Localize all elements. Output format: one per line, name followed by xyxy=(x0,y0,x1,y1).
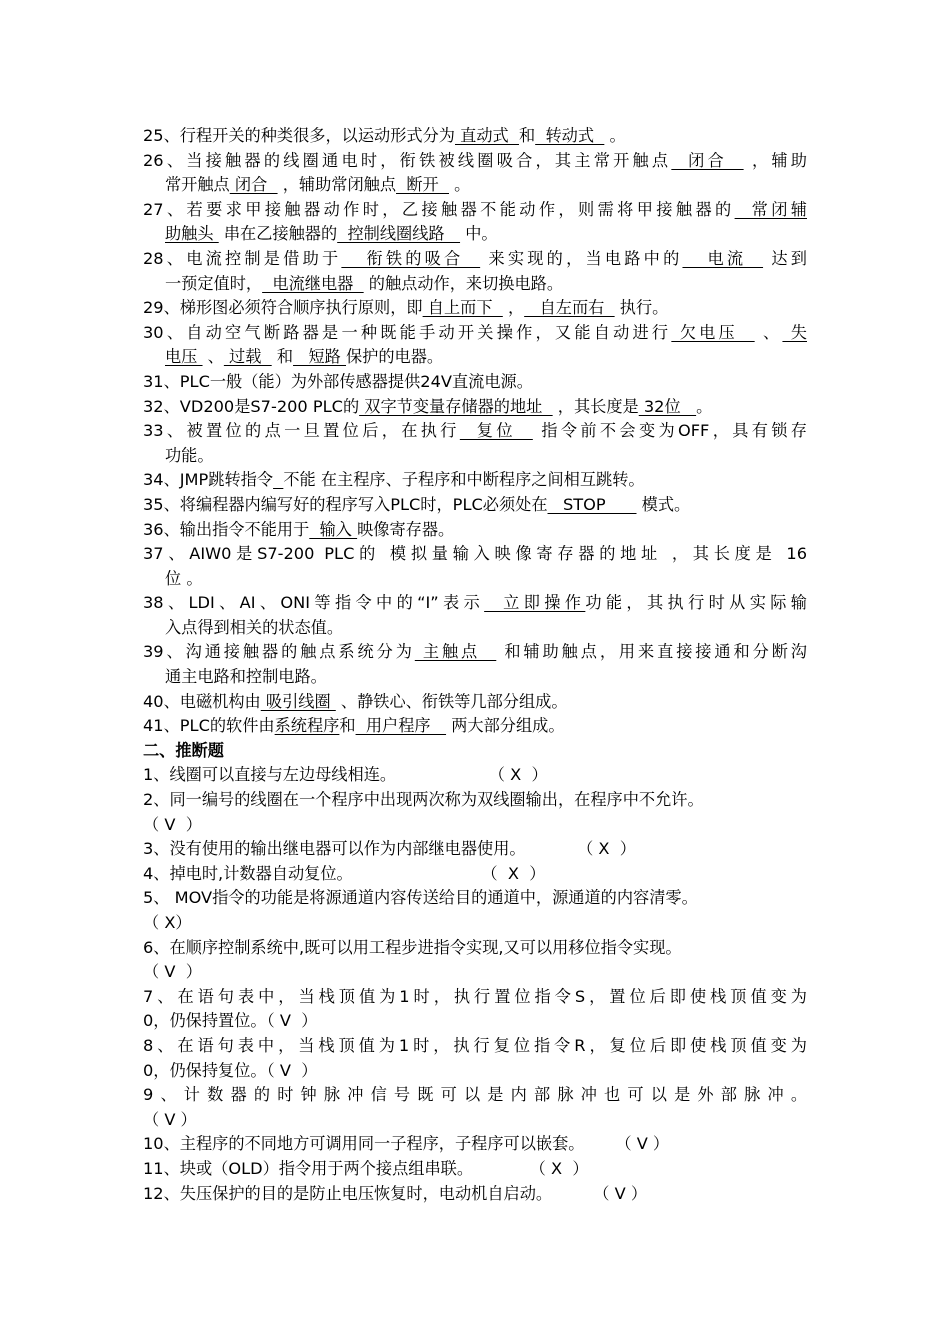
answer-blank: 输入 xyxy=(309,519,358,539)
tf-item-4: 4、掉电时,计数器自动复位。 （ X ） xyxy=(143,863,546,883)
question-25-line-1: 25、行程开关的种类很多，以运动形式分为 直动式 和 转动式 。 xyxy=(143,126,626,145)
answer-blank: 立即操作 xyxy=(484,593,586,613)
question-39-line-1: 39、沟通接触器的触点系统分为 主触点 和辅助触点，用来直接接通和分断沟 xyxy=(143,642,807,662)
question-26-line-2: 常开触点 闭合 ，辅助常闭触点 断开 。 xyxy=(165,175,471,195)
answer-blank: 32位 xyxy=(638,396,697,416)
question-32-line-1: 32、VD200是S7-200 PLC的 双字节变量存储器的地址 ，其长度是 32位 。 xyxy=(143,396,713,416)
tf-answer: （ V ） xyxy=(266,1060,318,1080)
tf-answer: （ X ） xyxy=(488,765,548,785)
answer-blank: 控制线圈线路 xyxy=(337,224,461,244)
question-34-line-1: 34、JMP跳转指令 不能 在主程序、子程序和中断程序之间相互跳转。 xyxy=(143,470,645,490)
tf-item-8-line-1: 8、在语句表中，当栈顶值为1时，执行复位指令R，复位后即使栈顶值变为 xyxy=(143,1035,807,1055)
tf-item-5-line-2 xyxy=(143,911,807,936)
question-33-line-1: 33、被置位的点一旦置位后，在执行 复位 指令前不会变为OFF，具有锁存 xyxy=(143,421,807,441)
answer-blank: 直动式 xyxy=(454,126,519,145)
question-40-line-1: 40、电磁机构由 吸引线圈 、静铁心、衔铁等几部分组成。 xyxy=(143,691,568,711)
question-26-line-1: 26、当接触器的线圈通电时，衔铁被线圈吸合，其主常开触点 闭合 ，辅助 xyxy=(143,150,807,170)
question-37-line-1: 37、AIW0是S7-200 PLC的 模拟量输入映像寄存器的地址 ，其长度是 16 xyxy=(143,544,807,564)
question-33-line-2: 功能。 xyxy=(165,445,214,465)
question-27-line-1: 27、若要求甲接触器动作时，乙接触器不能动作，则需将甲接触器的 常闭辅 xyxy=(143,199,807,219)
answer-blank: 电压 xyxy=(165,347,203,367)
question-35-line-1: 35、将编程器内编写好的程序写入PLC时，PLC必须处在 STOP 模式。 xyxy=(143,494,691,514)
question-38-line-1: 38、LDI、AI、ONI等指令中的“I”表示 立即操作功能，其执行时从实际输 xyxy=(143,593,807,613)
answer-blank: 转动式 xyxy=(535,126,605,145)
answer-blank: 电流 xyxy=(682,248,764,268)
tf-item-8-line-2: 0，仍保持复位。（ V ） xyxy=(143,1060,318,1080)
tf-item-2-line-1: 2、同一编号的线圈在一个程序中出现两次称为双线圈输出，在程序中不允许。 xyxy=(143,790,704,810)
question-39-line-2: 通主电路和控制电路。 xyxy=(165,667,327,687)
answer-blank: 双字节变量存储器的地址 xyxy=(359,396,553,416)
question-28-line-2: 一预定值时， 电流继电器 的触点动作，来切换电路。 xyxy=(165,273,564,293)
answer-blank: 用户程序 xyxy=(355,716,447,736)
tf-item-3: 3、没有使用的输出继电器可以作为内部继电器使用。 （ X ） xyxy=(143,839,636,859)
answer-blank: 系统程序 xyxy=(274,716,340,736)
answer-blank: 断开 xyxy=(396,175,449,195)
question-29-line-1: 29、梯形图必须符合顺序执行原则，即 自上而下 ， 自左而右 执行。 xyxy=(143,298,669,318)
tf-answer: （ V ） xyxy=(143,1109,197,1129)
tf-item-2-line-2 xyxy=(143,813,807,838)
tf-answer: （ X ） xyxy=(577,839,636,859)
question-36-line-1: 36、输出指令不能用于 输入 映像寄存器。 xyxy=(143,519,455,539)
answer-blank: 闭合 xyxy=(671,150,744,170)
tf-answer: （ V ） xyxy=(143,962,202,982)
section-heading: 二、推断题 xyxy=(143,740,224,760)
tf-item-1: 1、线圈可以直接与左边母线相连。 （ X ） xyxy=(143,765,548,785)
answer-blank: 自上而下 xyxy=(422,298,503,318)
tf-answer: （ V ） xyxy=(615,1134,670,1154)
answer-blank: 常闭辅 xyxy=(734,199,807,219)
tf-item-9-line-1: 9、计数器的时钟脉冲信号既可以是内部脉冲也可以是外部脉冲。 xyxy=(143,1085,807,1105)
tf-answer: （ V ） xyxy=(143,814,202,834)
answer-blank: 失 xyxy=(782,322,807,342)
answer-blank: 吸引线圈 xyxy=(260,691,336,711)
answer-blank: 闭合 xyxy=(229,175,278,195)
tf-item-5-line-1: 5、 MOV指令的功能是将源通道内容传送给目的通道中，源通道的内容清零。 xyxy=(143,888,698,908)
question-30-line-1: 30、自动空气断路器是一种既能手动开关操作，又能自动进行 欠电压 、 失 xyxy=(143,322,807,342)
tf-item-10: 10、主程序的不同地方可调用同一子程序，子程序可以嵌套。 （ V ） xyxy=(143,1134,670,1154)
tf-answer: （ V ） xyxy=(266,1011,318,1031)
tf-answer: （ X ） xyxy=(481,863,546,883)
answer-blank xyxy=(273,470,283,489)
tf-answer: （ V ） xyxy=(593,1183,648,1203)
question-27-line-2: 助触头 串在乙接触器的 控制线圈线路 中。 xyxy=(165,224,498,244)
answer-blank: 过载 xyxy=(223,347,272,367)
tf-item-11: 11、块或（OLD）指令用于两个接点组串联。 （ X ） xyxy=(143,1158,589,1178)
question-31-line-1: 31、PLC一般（能）为外部传感器提供24V直流电源。 xyxy=(143,371,533,391)
tf-item-9-line-2 xyxy=(143,1108,807,1133)
answer-blank: 衔铁的吸合 xyxy=(341,248,481,268)
question-30-line-2: 电压 、 过载 和 短路 保护的电器。 xyxy=(165,347,444,367)
tf-item-12: 12、失压保护的目的是防止电压恢复时，电动机自启动。 （ V ） xyxy=(143,1183,648,1203)
tf-item-6-line-1: 6、在顺序控制系统中,既可以用工程步进指令实现,又可以用移位指令实现。 xyxy=(143,937,682,957)
question-37-line-2: 位 。 xyxy=(165,568,203,588)
tf-item-7-line-2: 0，仍保持置位。（ V ） xyxy=(143,1011,318,1031)
question-list xyxy=(143,124,807,1206)
answer-blank: 助触头 xyxy=(165,224,219,244)
question-41-line-1: 41、PLC的软件由系统程序和 用户程序 两大部分组成。 xyxy=(143,716,565,736)
tf-answer: （ X） xyxy=(143,913,192,932)
answer-blank: 欠电压 xyxy=(671,322,755,342)
question-28-line-1: 28、电流控制是借助于 衔铁的吸合 来实现的，当电路中的 电流 达到 xyxy=(143,248,807,268)
answer-blank: 短路 xyxy=(293,347,346,367)
answer-blank: 复位 xyxy=(459,421,533,441)
answer-blank: 电流继电器 xyxy=(262,273,364,293)
tf-answer: （ X ） xyxy=(529,1158,589,1178)
tf-item-7-line-1: 7、在语句表中，当栈顶值为1时，执行置位指令S，置位后即使栈顶值变为 xyxy=(143,986,807,1006)
question-38-line-2: 入点得到相关的状态值。 xyxy=(165,617,344,637)
tf-item-6-line-2 xyxy=(143,960,807,985)
answer-blank: 自左而右 xyxy=(524,298,615,318)
answer-blank: STOP xyxy=(547,494,637,514)
answer-blank: 主触点 xyxy=(414,642,497,662)
